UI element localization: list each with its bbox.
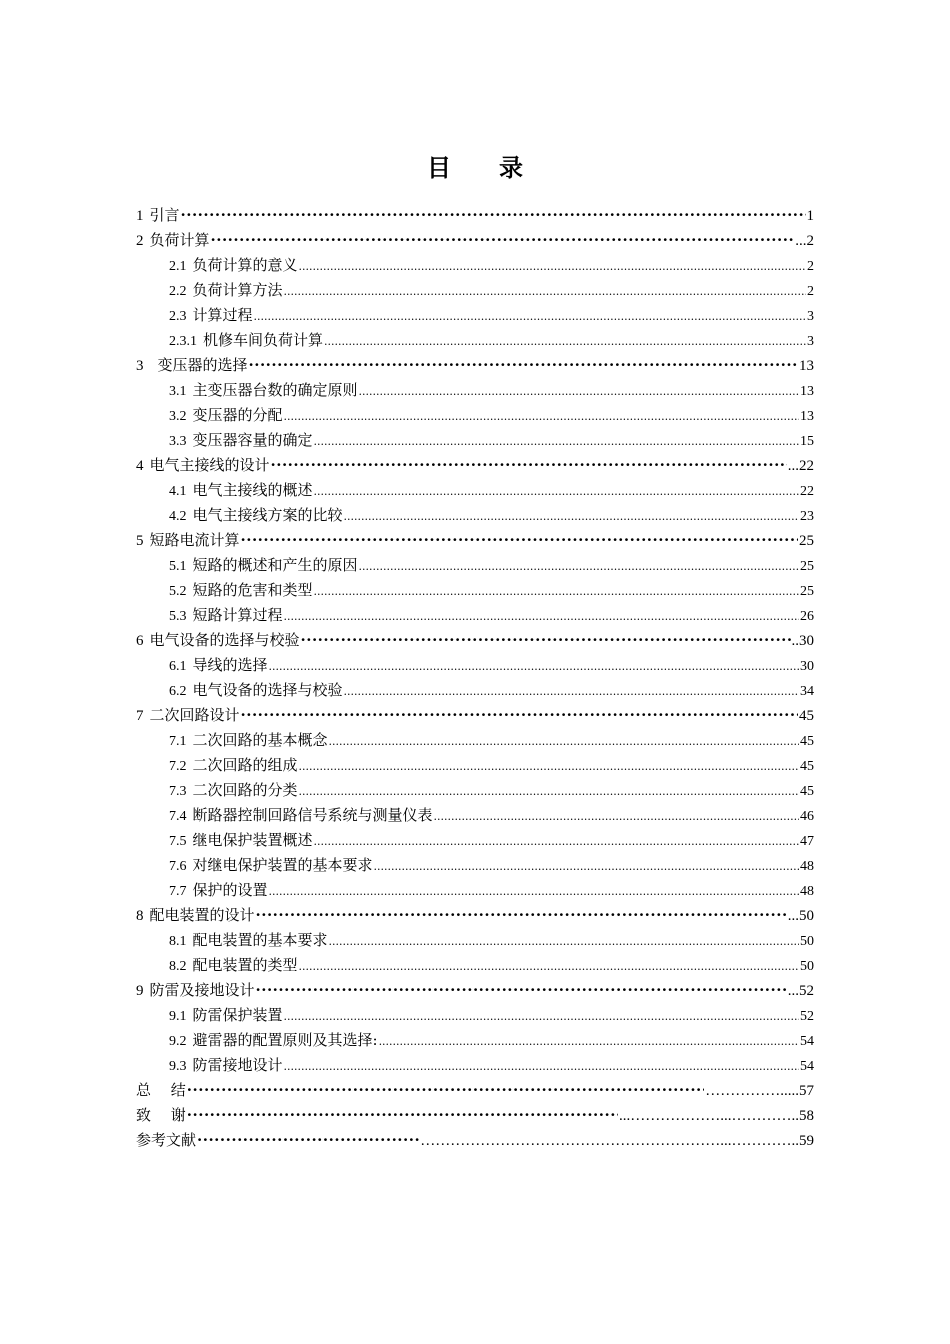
toc-entry-title: 保护的设置 (192, 881, 268, 899)
toc-entry[interactable] (136, 528, 814, 553)
toc-entry[interactable] (136, 203, 814, 228)
toc-entry-page: 1 (806, 208, 814, 224)
toc-entry-title: 电气设备的选择与校验 (192, 681, 343, 699)
toc-entry-label (169, 878, 269, 903)
dot-leader (256, 978, 787, 1003)
toc-entry-title: 继电保护装置概述 (192, 831, 313, 849)
toc-entry-title: 防雷接地设计 (192, 1056, 283, 1074)
title-char-1: 目 (427, 154, 451, 182)
toc-entry-label (136, 978, 256, 1003)
toc-entry-page: 3 (807, 309, 814, 324)
toc-entry-label (169, 378, 359, 403)
dot-leader (284, 1004, 799, 1028)
toc-entry[interactable] (136, 1103, 814, 1128)
toc-entry[interactable] (136, 978, 814, 1003)
toc-entry[interactable] (136, 428, 814, 453)
toc-entry-page: 34 (800, 684, 814, 699)
toc-entry-title: 计算过程 (192, 306, 253, 324)
dot-leader (359, 554, 799, 578)
toc-entry-number: 3.3 (169, 434, 187, 449)
toc-entry-title: 电气主接线方案的比较 (192, 506, 343, 524)
toc-entry-page: ……………………………………………………...…………..59 (420, 1133, 814, 1149)
dot-leader (181, 203, 806, 228)
toc-entry-title: 导线的选择 (192, 656, 268, 674)
toc-entry-label (136, 353, 249, 378)
toc-entry-number: 1 (136, 208, 144, 224)
toc-entry-label (169, 478, 314, 503)
dot-leader (344, 679, 799, 703)
toc-entry-label (136, 1103, 187, 1128)
toc-entry-number: 8.1 (169, 934, 187, 949)
toc-entry-title: 引言 (149, 206, 180, 224)
toc-entry-page: 45 (799, 708, 814, 724)
toc-entry-page: 23 (800, 509, 814, 524)
dot-leader (299, 779, 799, 803)
dot-leader (284, 1054, 799, 1078)
toc-entry-label (136, 1078, 187, 1103)
toc-entry[interactable] (136, 928, 814, 953)
toc-entry-title: 负荷计算 (149, 231, 210, 249)
toc-entry-title: 短路的概述和产生的原因 (192, 556, 358, 574)
toc-entry[interactable] (136, 878, 814, 903)
toc-entry[interactable] (136, 703, 814, 728)
title-char-2: 录 (499, 154, 523, 182)
toc-entry-page: 25 (800, 584, 814, 599)
toc-entry-title: 配电装置的基本要求 (192, 931, 328, 949)
toc-entry-page: …………….....57 (705, 1083, 814, 1099)
toc-entry-page: ...………………...…………..58 (619, 1108, 814, 1124)
toc-entry[interactable] (136, 803, 814, 828)
toc-entry-title: 致 谢 (136, 1106, 186, 1124)
toc-entry-number: 7.7 (169, 884, 187, 899)
toc-entry-page: 15 (800, 434, 814, 449)
toc-entry-label (169, 428, 314, 453)
toc-entry[interactable] (136, 503, 814, 528)
toc-entry[interactable] (136, 303, 814, 328)
toc-entry[interactable] (136, 253, 814, 278)
toc-entry-number: 2 (136, 233, 144, 249)
toc-entry[interactable] (136, 603, 814, 628)
toc-entry-title: 电气设备的选择与校验 (149, 631, 300, 649)
toc-entry-label (169, 553, 359, 578)
toc-entry[interactable] (136, 403, 814, 428)
toc-entry-label (169, 1028, 379, 1053)
toc-entry-page: 45 (800, 759, 814, 774)
toc-entry-page: 48 (800, 884, 814, 899)
toc-entry-number: 6.2 (169, 684, 187, 699)
toc-entry-page: 13 (800, 409, 814, 424)
toc-entry-label (169, 328, 324, 353)
toc-entry-title: 短路电流计算 (149, 531, 240, 549)
toc-entry-title: 负荷计算方法 (192, 281, 283, 299)
toc-entry-number: 3.2 (169, 409, 187, 424)
toc-entry-title: 短路的危害和类型 (192, 581, 313, 599)
toc-entry[interactable] (136, 278, 814, 303)
dot-leader (284, 404, 799, 428)
toc-entry-label (169, 753, 299, 778)
toc-entry-title: 二次回路的组成 (192, 756, 298, 774)
toc-entry-title: 二次回路的基本概念 (192, 731, 328, 749)
toc-entry-label (169, 728, 329, 753)
toc-entry-number: 4.2 (169, 509, 187, 524)
toc-entry-title: 负荷计算的意义 (192, 256, 298, 274)
toc-entry-label (169, 578, 314, 603)
toc-entry[interactable] (136, 1078, 814, 1103)
toc-entry-number: 5 (136, 533, 144, 549)
toc-entry-number: 9.2 (169, 1034, 187, 1049)
toc-entry-number: 7.4 (169, 809, 187, 824)
toc-entry[interactable] (136, 578, 814, 603)
toc-entry-title: 防雷及接地设计 (149, 981, 255, 999)
toc-entry-number: 6.1 (169, 659, 187, 674)
toc-entry-title: 防雷保护装置 (192, 1006, 283, 1024)
dot-leader (284, 279, 806, 303)
toc-entry-page: ...2 (795, 233, 814, 249)
toc-entry-title: 对继电保护装置的基本要求 (192, 856, 373, 874)
toc-entry-label (136, 628, 301, 653)
toc-entry[interactable] (136, 728, 814, 753)
toc-entry-title: 总 结 (136, 1081, 186, 1099)
toc-entry-page: 46 (800, 809, 814, 824)
dot-leader (329, 929, 799, 953)
toc-entry-number: 9.1 (169, 1009, 187, 1024)
toc-entry-number: 2.3 (169, 309, 187, 324)
toc-entry[interactable] (136, 1028, 814, 1053)
toc-entry[interactable] (136, 1003, 814, 1028)
dot-leader (314, 429, 799, 453)
toc-entry[interactable] (136, 353, 814, 378)
dot-leader (197, 1128, 419, 1153)
toc-entry-number: 5.1 (169, 559, 187, 574)
toc-entry[interactable] (136, 778, 814, 803)
toc-entry[interactable] (136, 678, 814, 703)
toc-entry-number: 3 (136, 358, 144, 374)
dot-leader (241, 528, 798, 553)
toc-entry-title: 短路计算过程 (192, 606, 283, 624)
dot-leader (256, 903, 787, 928)
toc-entry-number: 2.2 (169, 284, 187, 299)
toc-entry-label (169, 278, 284, 303)
dot-leader (344, 504, 799, 528)
toc-entry-title: 电气主接线的概述 (192, 481, 313, 499)
dot-leader (249, 353, 798, 378)
dot-leader (299, 254, 806, 278)
toc-entry-label (136, 903, 256, 928)
dot-leader (211, 228, 795, 253)
toc-entry-label (136, 703, 241, 728)
toc-entry-number: 5.3 (169, 609, 187, 624)
toc-entry-label (136, 528, 241, 553)
dot-leader (359, 379, 799, 403)
dot-leader (374, 854, 799, 878)
dot-leader (314, 829, 799, 853)
toc-entry-page: 22 (800, 484, 814, 499)
dot-leader (269, 654, 799, 678)
dot-leader (241, 703, 798, 728)
toc-entry-label (169, 253, 299, 278)
dot-leader (329, 729, 799, 753)
toc-entry[interactable] (136, 553, 814, 578)
toc-entry-label (136, 228, 211, 253)
toc-entry-label (169, 603, 284, 628)
toc-entry-title: 二次回路的分类 (192, 781, 298, 799)
toc-entry-page: 45 (800, 784, 814, 799)
toc-entry-title: 配电装置的设计 (149, 906, 255, 924)
toc-entry-number: 2.1 (169, 259, 187, 274)
dot-leader (299, 954, 799, 978)
toc-entry-title: 变压器的分配 (192, 406, 283, 424)
toc-entry[interactable] (136, 653, 814, 678)
toc-entry-number: 8.2 (169, 959, 187, 974)
toc-entry-label (169, 803, 434, 828)
toc-entry-title: 变压器的选择 (157, 356, 248, 374)
toc-entry-number: 4 (136, 458, 144, 474)
toc-entry-number: 7.5 (169, 834, 187, 849)
toc-entry-label (169, 928, 329, 953)
toc-entry-label (169, 953, 299, 978)
dot-leader (269, 879, 799, 903)
toc-entry-title: 二次回路设计 (149, 706, 240, 724)
toc-entry-label (169, 828, 314, 853)
toc-entry[interactable] (136, 378, 814, 403)
toc-entry-number: 7.1 (169, 734, 187, 749)
dot-leader (379, 1029, 799, 1053)
toc-entry-number: 7.6 (169, 859, 187, 874)
dot-leader (301, 628, 791, 653)
dot-leader (284, 604, 799, 628)
toc-entry-page: 54 (800, 1034, 814, 1049)
toc-entry-page: 13 (800, 384, 814, 399)
toc-entry-label (169, 403, 284, 428)
toc-entry-label (169, 303, 254, 328)
toc-entry-title: 配电装置的类型 (192, 956, 298, 974)
toc-entry-number: 7.2 (169, 759, 187, 774)
dot-leader (299, 754, 799, 778)
toc-entry-number: 4.1 (169, 484, 187, 499)
toc-entry-label (169, 653, 269, 678)
toc-entry-number: 8 (136, 908, 144, 924)
toc-entry-page: ..30 (791, 633, 814, 649)
toc-entry[interactable] (136, 453, 814, 478)
toc-entry-number: 3.1 (169, 384, 187, 399)
toc-entry-page: 47 (800, 834, 814, 849)
toc-entry-page: 2 (807, 284, 814, 299)
toc-entry-label (136, 1128, 197, 1153)
toc-entry[interactable] (136, 478, 814, 503)
toc-entry-page: 3 (807, 334, 814, 349)
toc-entry-title: 电气主接线的设计 (149, 456, 270, 474)
toc-entry-number: 6 (136, 633, 144, 649)
toc-entry-page: 25 (799, 533, 814, 549)
toc-entry-number: 9 (136, 983, 144, 999)
toc-entry-number: 7 (136, 708, 144, 724)
toc-entry-page: 50 (800, 934, 814, 949)
dot-leader (271, 453, 787, 478)
toc-entry-page: 48 (800, 859, 814, 874)
toc-entry-title: 避雷器的配置原则及其选择: (192, 1031, 378, 1049)
toc-entry-label (136, 453, 271, 478)
dot-leader (187, 1103, 618, 1128)
dot-leader (434, 804, 799, 828)
toc-entry-title: 参考文献 (136, 1131, 197, 1149)
toc-entry[interactable] (136, 228, 814, 253)
toc-entry-page: 52 (800, 1009, 814, 1024)
toc-entry-page: 30 (800, 659, 814, 674)
toc-entry-number: 9.3 (169, 1059, 187, 1074)
toc-entry-page: 45 (800, 734, 814, 749)
toc-entry-label (169, 1053, 284, 1078)
dot-leader (187, 1078, 704, 1103)
dot-leader (254, 304, 806, 328)
table-of-contents (136, 203, 814, 1153)
dot-leader (314, 579, 799, 603)
toc-entry[interactable] (136, 753, 814, 778)
toc-entry[interactable] (136, 1128, 814, 1153)
toc-entry-number: 5.2 (169, 584, 187, 599)
toc-entry[interactable] (136, 628, 814, 653)
toc-entry-label (169, 853, 374, 878)
toc-entry-title: 断路器控制回路信号系统与测量仪表 (192, 806, 433, 824)
toc-entry-title: 主变压器台数的确定原则 (192, 381, 358, 399)
toc-entry[interactable] (136, 328, 814, 353)
page-title (0, 148, 950, 183)
toc-entry-page: ...22 (787, 458, 814, 474)
toc-entry-page: ...52 (787, 983, 814, 999)
toc-entry-page: 25 (800, 559, 814, 574)
toc-entry-label (169, 678, 344, 703)
toc-entry-page: 26 (800, 609, 814, 624)
toc-entry-page: ...50 (787, 908, 814, 924)
toc-entry[interactable] (136, 1053, 814, 1078)
toc-entry-page: 50 (800, 959, 814, 974)
toc-entry-label (169, 1003, 284, 1028)
toc-entry-label (136, 203, 181, 228)
toc-entry-title: 变压器容量的确定 (192, 431, 313, 449)
toc-entry-title: 机修车间负荷计算 (203, 331, 324, 349)
toc-entry-label (169, 503, 344, 528)
toc-entry[interactable] (136, 853, 814, 878)
dot-leader (324, 329, 806, 353)
toc-entry-page: 13 (799, 358, 814, 374)
toc-entry[interactable] (136, 903, 814, 928)
toc-entry[interactable] (136, 953, 814, 978)
toc-entry-number: 2.3.1 (169, 334, 197, 349)
toc-entry[interactable] (136, 828, 814, 853)
toc-entry-page: 54 (800, 1059, 814, 1074)
toc-entry-number: 7.3 (169, 784, 187, 799)
toc-entry-page: 2 (807, 259, 814, 274)
toc-entry-label (169, 778, 299, 803)
dot-leader (314, 479, 799, 503)
